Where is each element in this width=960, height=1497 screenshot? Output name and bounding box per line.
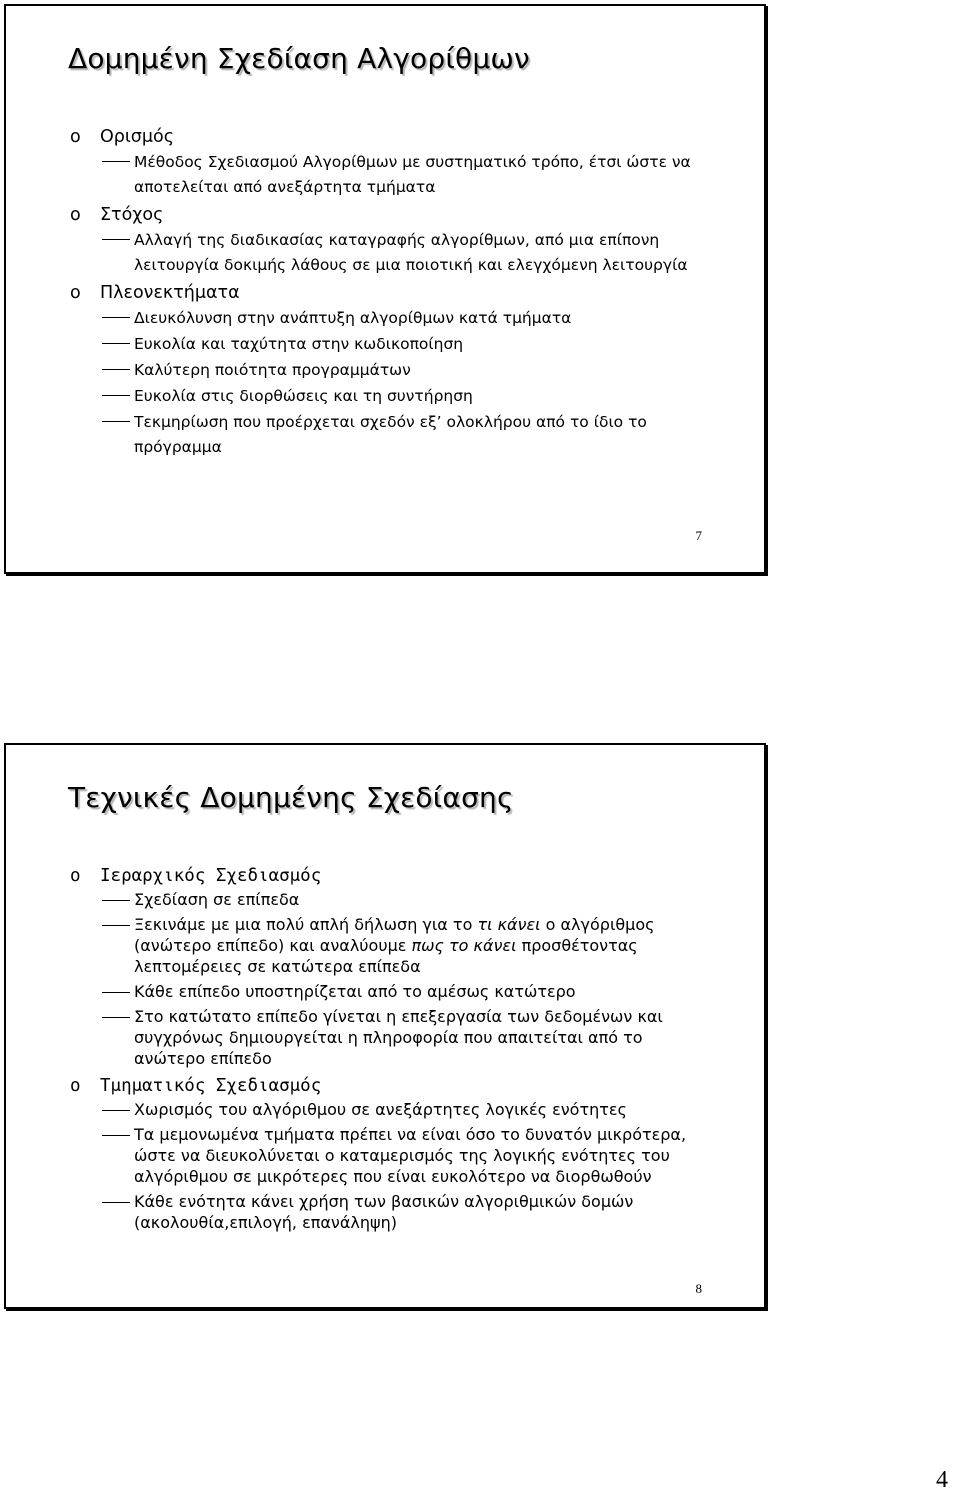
section-heading-goal: o Στόχος <box>68 202 714 228</box>
list-item: Αλλαγή της διαδικασίας καταγραφής αλγορίθμων, από μια επίπονη λειτουργία δοκιμής λάθους σε μια ποιοτική και ελεγχόμενη λειτουργία <box>68 228 714 278</box>
list-item: Τα μεμονωμένα τμήματα πρέπει να είναι όσο το δυνατόν μικρότερα, ώστε να διευκολύνεται ο καταμερισμός της λογικής ενότητες του αλγόριθμου σε μικρότερες που είναι ευκολότερο να διορθωθούν <box>68 1124 714 1187</box>
slide-page-number: 7 <box>695 528 702 543</box>
slide-title: Δομημένη Σχεδίαση Αλγορίθμων <box>68 42 530 75</box>
dash-icon <box>102 1202 130 1203</box>
section-heading-advantages: o Πλεονεκτήματα <box>68 280 714 306</box>
bullet-icon: o <box>70 866 81 886</box>
dash-icon <box>102 395 130 396</box>
dash-icon <box>102 421 130 422</box>
dash-icon <box>102 317 130 318</box>
dash-icon <box>102 369 130 370</box>
list-item: Κάθε επίπεδο υποστηρίζεται από το αμέσως κατώτερο <box>68 981 714 1002</box>
list-item: Κάθε ενότητα κάνει χρήση των βασικών αλγοριθμικών δομών (ακολουθία,επιλογή, επανάληψη) <box>68 1191 714 1233</box>
list-item: Ευκολία και ταχύτητα στην κωδικοποίηση <box>68 332 714 357</box>
bullet-icon: o <box>70 1076 81 1096</box>
list-item: Διευκόλυνση στην ανάπτυξη αλγορίθμων κατά τμήματα <box>68 306 714 331</box>
section-heading-definition: o Ορισμός <box>68 124 714 150</box>
slide-body <box>68 122 714 461</box>
dash-icon <box>102 900 130 901</box>
slide-7 <box>4 4 766 574</box>
bullet-icon: o <box>70 283 81 303</box>
section-heading-modular-design: o Τμηματικός Σχεδιασμός <box>68 1073 714 1099</box>
list-item: Καλύτερη ποιότητα προγραμμάτων <box>68 358 714 383</box>
list-item: Χωρισμός του αλγόριθμου σε ανεξάρτητες λογικές ενότητες <box>68 1099 714 1120</box>
dash-icon <box>102 925 130 926</box>
dash-icon <box>102 1135 130 1136</box>
emphasis-text: τι κάνει <box>477 915 541 934</box>
dash-icon <box>102 343 130 344</box>
list-item: Σχεδίαση σε επίπεδα <box>68 889 714 910</box>
document-page-number: 4 <box>936 1467 948 1493</box>
slide-body <box>68 861 714 1237</box>
bullet-icon: o <box>70 205 81 225</box>
slide-title: Τεχνικές Δομημένης Σχεδίασης <box>68 781 514 814</box>
slide-page-number: 8 <box>695 1281 702 1296</box>
emphasis-text: πως το κάνει <box>411 936 517 955</box>
list-item: Ξεκινάμε με μια πολύ απλή δήλωση για το τι κάνει ο αλγόριθμος (ανώτερο επίπεδο) και αναλύουμε πως το κάνει προσθέτοντας λεπτομέρειες σε κατώτερα επίπεδα <box>68 914 714 977</box>
dash-icon <box>102 1110 130 1111</box>
list-item: Μέθοδος Σχεδιασμού Αλγορίθμων με συστηματικό τρόπο, έτσι ώστε να αποτελείται από ανεξάρτητα τμήματα <box>68 150 714 200</box>
list-item: Στο κατώτατο επίπεδο γίνεται η επεξεργασία των δεδομένων και συγχρόνως δημιουργείται η πληροφορία που απαιτείται από το ανώτερο επίπεδο <box>68 1006 714 1069</box>
dash-icon <box>102 992 130 993</box>
list-item: Τεκμηρίωση που προέρχεται σχεδόν εξ’ ολοκλήρου από το ίδιο το πρόγραμμα <box>68 410 714 460</box>
dash-icon <box>102 161 130 162</box>
section-heading-hierarchical-design: o Ιεραρχικός Σχεδιασμός <box>68 863 714 889</box>
dash-icon <box>102 239 130 240</box>
slide-8 <box>4 743 766 1309</box>
list-item: Ευκολία στις διορθώσεις και τη συντήρηση <box>68 384 714 409</box>
bullet-icon: o <box>70 127 81 147</box>
dash-icon <box>102 1017 130 1018</box>
